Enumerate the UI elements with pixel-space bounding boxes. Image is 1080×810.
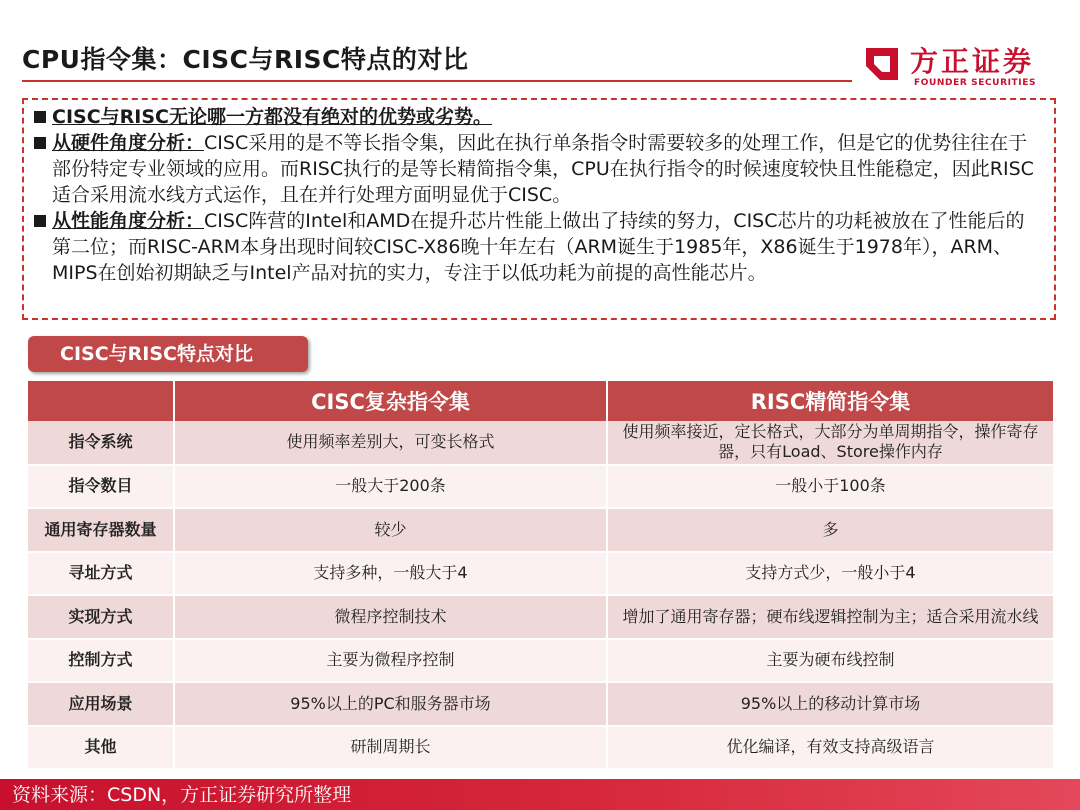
company-logo	[862, 40, 1052, 92]
table-row	[28, 639, 1053, 683]
table-row	[28, 508, 1053, 552]
header-cell-risc: RISC精简指令集	[607, 381, 1053, 421]
cisc-cell: 支持多种，一般大于4	[174, 552, 607, 596]
bullet-3-text: CISC阵营的Intel和AMD在提升芯片性能上做出了持续的努力，CISC芯片的功耗被放在了性能后的第二位；而RISC-ARM本身出现时间较CISC-X86晚十年左右（ARM诞生于1985年，X86诞生于1978年），ARM、MIPS在创始初期缺乏与Intel产品对抗的实力，专注于以低功耗为前提的高性能芯片。	[52, 210, 1025, 284]
cisc-cell: 95%以上的PC和服务器市场	[174, 682, 607, 726]
section-tag: CISC与RISC特点对比	[28, 336, 308, 372]
cisc-cell: 较少	[174, 508, 607, 552]
header-cell	[28, 381, 174, 421]
risc-cell: 使用频率接近，定长格式，大部分为单周期指令，操作寄存器，只有Load、Store操作内存	[607, 421, 1053, 465]
row-label: 应用场景	[28, 682, 174, 726]
summary-box	[22, 98, 1056, 320]
cisc-cell: 微程序控制技术	[174, 595, 607, 639]
table-row	[28, 682, 1053, 726]
bullet-item	[34, 208, 1042, 286]
row-label: 其他	[28, 726, 174, 770]
square-bullet-icon	[34, 215, 46, 227]
table-row	[28, 421, 1053, 465]
risc-cell: 95%以上的移动计算市场	[607, 682, 1053, 726]
bullet-2-text: CISC采用的是不等长指令集，因此在执行单条指令时需要较多的处理工作，但是它的优势往往在于部份特定专业领域的应用。而RISC执行的是等长精简指令集，CPU在执行指令的时候速度较快且性能稳定，因此RISC适合采用流水线方式运作，且在并行处理方面明显优于CISC。	[52, 132, 1034, 206]
footer-bar	[0, 779, 1080, 810]
source-note: 资料来源：CSDN，方正证券研究所整理	[12, 784, 352, 806]
bullet-2-lead: 从硬件角度分析：	[52, 132, 205, 154]
table-row	[28, 726, 1053, 770]
row-label: 控制方式	[28, 639, 174, 683]
row-label: 指令系统	[28, 421, 174, 465]
risc-cell: 多	[607, 508, 1053, 552]
square-bullet-icon	[34, 111, 46, 123]
cisc-cell: 研制周期长	[174, 726, 607, 770]
cisc-cell: 一般大于200条	[174, 465, 607, 509]
cisc-cell: 使用频率差别大，可变长格式	[174, 421, 607, 465]
risc-cell: 优化编译，有效支持高级语言	[607, 726, 1053, 770]
row-label: 指令数目	[28, 465, 174, 509]
title-divider	[22, 80, 852, 82]
cisc-cell: 主要为微程序控制	[174, 639, 607, 683]
logo-chinese-text: 方正证券	[910, 45, 1035, 78]
row-label: 寻址方式	[28, 552, 174, 596]
table-row	[28, 552, 1053, 596]
table-row	[28, 595, 1053, 639]
risc-cell: 一般小于100条	[607, 465, 1053, 509]
square-bullet-icon	[34, 137, 46, 149]
bullet-1-text: CISC与RISC无论哪一方都没有绝对的优势或劣势。	[52, 106, 492, 128]
row-label: 实现方式	[28, 595, 174, 639]
header-cell-cisc: CISC复杂指令集	[174, 381, 607, 421]
table-header-row	[28, 381, 1053, 421]
comparison-table	[28, 381, 1053, 770]
table-row	[28, 465, 1053, 509]
row-label: 通用寄存器数量	[28, 508, 174, 552]
logo-english-text: FOUNDER SECURITIES	[914, 78, 1037, 88]
bullet-3-lead: 从性能角度分析：	[52, 210, 205, 232]
risc-cell: 增加了通用寄存器；硬布线逻辑控制为主；适合采用流水线	[607, 595, 1053, 639]
founder-logo-icon	[862, 44, 902, 84]
page-title: CPU指令集：CISC与RISC特点的对比	[22, 45, 469, 74]
risc-cell: 主要为硬布线控制	[607, 639, 1053, 683]
risc-cell: 支持方式少，一般小于4	[607, 552, 1053, 596]
bullet-item	[34, 104, 1042, 130]
bullet-item	[34, 130, 1042, 208]
